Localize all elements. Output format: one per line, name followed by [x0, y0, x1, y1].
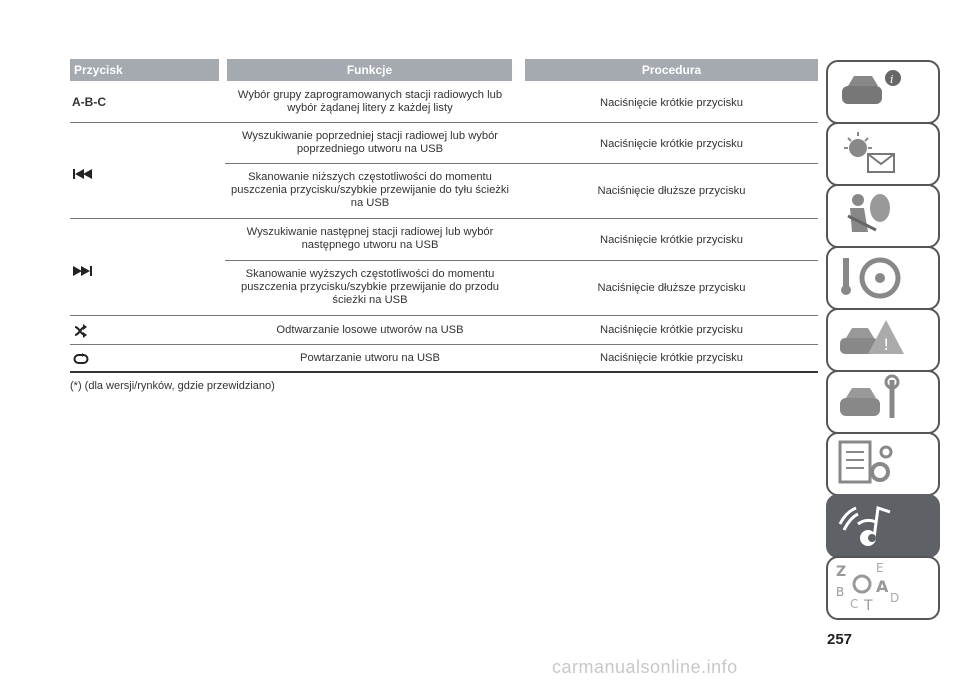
procedure-text: Naciśnięcie krótkie przycisku	[600, 234, 743, 246]
tab-safety[interactable]	[826, 184, 940, 248]
index-icon	[828, 558, 938, 618]
row-divider	[70, 315, 818, 316]
procedure-text: Naciśnięcie dłuższe przycisku	[597, 185, 746, 197]
function-text: Odtwarzanie losowe utworów na USB	[276, 324, 464, 336]
button-label: A-B-C	[72, 95, 106, 109]
page-number: 257	[827, 631, 853, 648]
tab-emergency[interactable]	[826, 308, 940, 372]
function-text: Powtarzanie utworu na USB	[300, 352, 440, 364]
repeat-icon	[73, 352, 89, 370]
emergency-triangle-icon	[828, 310, 938, 370]
header-button: Przycisk	[70, 59, 219, 81]
svg-text:Z: Z	[836, 564, 847, 580]
procedure-text: Naciśnięcie krótkie przycisku	[600, 352, 743, 364]
tab-starting-driving[interactable]	[826, 246, 940, 310]
function-text: Skanowanie niższych częstotliwości do momentu puszczenia przycisku/szybkie przewijanie do tyłu ścieżki na USB	[231, 171, 509, 210]
table-header	[70, 59, 818, 81]
procedure-text: Naciśnięcie krótkie przycisku	[600, 138, 743, 150]
tab-car-info[interactable]	[826, 60, 940, 124]
svg-text:T: T	[864, 598, 873, 614]
header-function: Funkcje	[227, 59, 512, 81]
function-text: Wyszukiwanie następnej stacji radiowej lub wybór następnego utworu na USB	[246, 226, 494, 252]
technical-data-icon	[828, 434, 938, 494]
svg-text:i: i	[890, 73, 894, 86]
car-maintenance-icon	[828, 372, 938, 432]
row-divider	[225, 163, 818, 164]
footnote: (*) (dla wersji/rynków, gdzie przewidziano)	[70, 380, 275, 392]
warning-lights-icon	[828, 124, 938, 184]
svg-text:C: C	[850, 597, 859, 611]
row-divider	[225, 260, 818, 261]
steering-wheel-key-icon	[828, 248, 938, 308]
row-divider	[70, 122, 818, 123]
procedure-text: Naciśnięcie krótkie przycisku	[600, 324, 743, 336]
procedure-text: Naciśnięcie dłuższe przycisku	[597, 282, 746, 294]
tab-multimedia[interactable]	[826, 494, 940, 558]
row-divider	[70, 218, 818, 219]
tab-maintenance[interactable]	[826, 370, 940, 434]
next-track-icon	[73, 264, 95, 282]
shuffle-icon	[73, 324, 87, 343]
svg-text:D: D	[890, 591, 900, 605]
procedure-text: Naciśnięcie krótkie przycisku	[600, 97, 743, 109]
previous-track-icon	[73, 167, 95, 185]
safety-airbag-icon	[828, 186, 938, 246]
svg-text:A: A	[876, 577, 889, 596]
svg-text:B: B	[836, 585, 845, 599]
row-divider	[70, 344, 818, 345]
table-bottom-rule	[70, 371, 818, 373]
multimedia-icon	[828, 496, 938, 556]
tab-technical-data[interactable]	[826, 432, 940, 496]
tab-warning-lights[interactable]	[826, 122, 940, 186]
watermark: carmanualsonline.info	[552, 657, 738, 677]
tab-index[interactable]	[826, 556, 940, 620]
function-text: Wyszukiwanie poprzedniej stacji radiowej lub wybór poprzedniego utworu na USB	[241, 130, 499, 156]
svg-text:E: E	[876, 561, 884, 575]
function-text: Skanowanie wyższych częstotliwości do momentu puszczenia przycisku/szybkie przewijanie do przodu ścieżki na USB	[240, 268, 500, 307]
function-text: Wybór grupy zaprogramowanych stacji radiowych lub wybór żądanej litery z każdej listy	[237, 89, 503, 115]
controls-table	[70, 59, 818, 364]
svg-text:!: !	[883, 335, 890, 354]
header-procedure: Procedura	[525, 59, 818, 81]
car-info-icon	[828, 62, 938, 122]
